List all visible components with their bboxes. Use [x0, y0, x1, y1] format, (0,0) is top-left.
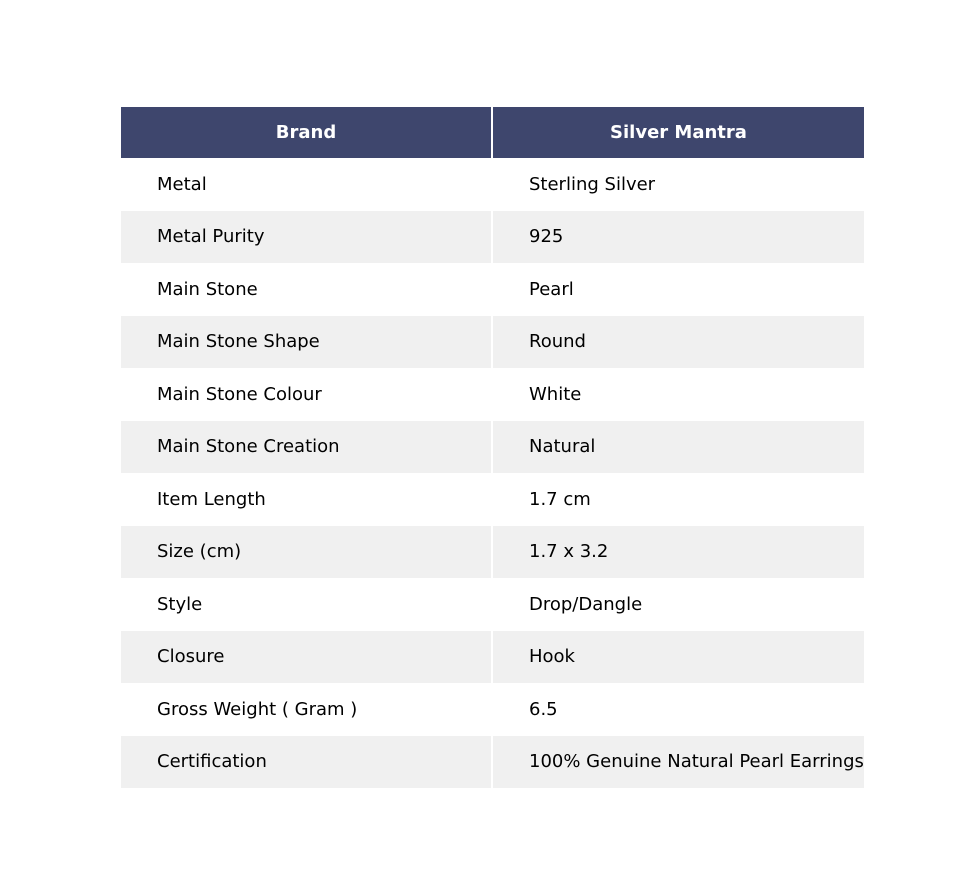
table-row: [121, 631, 864, 684]
row-value-cell: 6.5: [492, 683, 864, 736]
table-row: [121, 158, 864, 211]
row-key-cell: Main Stone Colour: [121, 368, 492, 421]
table-row: [121, 316, 864, 369]
row-key-cell: Main Stone Creation: [121, 421, 492, 474]
row-key-cell: Metal: [121, 158, 492, 211]
header-value-cell: Silver Mantra: [492, 107, 864, 158]
table-header: [121, 107, 864, 158]
row-key-cell: Item Length: [121, 473, 492, 526]
row-value-cell: 100% Genuine Natural Pearl Earrings: [492, 736, 864, 789]
row-key-cell: Gross Weight ( Gram ): [121, 683, 492, 736]
header-key-cell: Brand: [121, 107, 492, 158]
row-value-cell: 1.7 cm: [492, 473, 864, 526]
header-row: [121, 107, 864, 158]
row-key-cell: Main Stone: [121, 263, 492, 316]
row-value-cell: Round: [492, 316, 864, 369]
table-row: [121, 263, 864, 316]
row-value-cell: 925: [492, 211, 864, 264]
row-key-cell: Style: [121, 578, 492, 631]
table-row: [121, 211, 864, 264]
row-value-cell: Hook: [492, 631, 864, 684]
row-key-cell: Closure: [121, 631, 492, 684]
table-row: [121, 578, 864, 631]
row-key-cell: Certification: [121, 736, 492, 789]
row-value-cell: Sterling Silver: [492, 158, 864, 211]
table-row: [121, 736, 864, 789]
row-value-cell: Drop/Dangle: [492, 578, 864, 631]
row-key-cell: Metal Purity: [121, 211, 492, 264]
product-specification-table: [121, 107, 864, 788]
row-key-cell: Main Stone Shape: [121, 316, 492, 369]
row-key-cell: Size (cm): [121, 526, 492, 579]
table-row: [121, 421, 864, 474]
row-value-cell: Pearl: [492, 263, 864, 316]
table-row: [121, 473, 864, 526]
table-body: [121, 158, 864, 788]
table-row: [121, 368, 864, 421]
row-value-cell: 1.7 x 3.2: [492, 526, 864, 579]
row-value-cell: Natural: [492, 421, 864, 474]
table-row: [121, 526, 864, 579]
table-row: [121, 683, 864, 736]
row-value-cell: White: [492, 368, 864, 421]
